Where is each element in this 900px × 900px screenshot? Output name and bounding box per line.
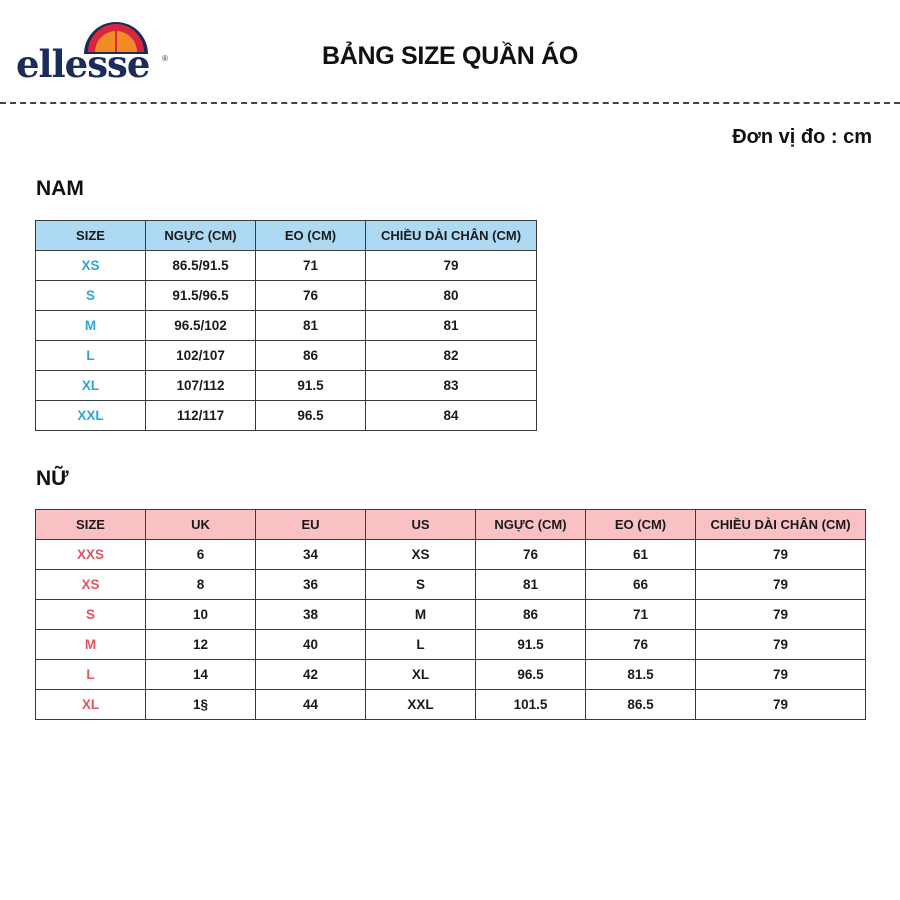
column-header: CHIỀU DÀI CHÂN (CM) <box>696 510 866 540</box>
page-title: BẢNG SIZE QUẦN ÁO <box>321 42 579 70</box>
table-row <box>36 371 537 401</box>
size-cell: M <box>36 630 146 660</box>
table-cell: L <box>366 630 476 660</box>
table-cell: 102/107 <box>146 341 256 371</box>
unit-label: Đơn vị đo : cm <box>732 126 872 148</box>
column-header: CHIỀU DÀI CHÂN (CM) <box>366 221 537 251</box>
table-cell: 71 <box>256 251 366 281</box>
table-cell: 76 <box>586 630 696 660</box>
table-cell: 79 <box>696 630 866 660</box>
table-cell: 112/117 <box>146 401 256 431</box>
table-cell: 79 <box>366 251 537 281</box>
table-row <box>36 570 866 600</box>
table-cell: XL <box>366 660 476 690</box>
table-header-row <box>36 221 537 251</box>
table-row <box>36 341 537 371</box>
table-cell: 12 <box>146 630 256 660</box>
table-row <box>36 251 537 281</box>
women-size-table <box>35 509 866 720</box>
table-cell: 79 <box>696 690 866 720</box>
table-cell: 82 <box>366 341 537 371</box>
table-cell: 91.5 <box>476 630 586 660</box>
table-cell: XXL <box>366 690 476 720</box>
table-cell: 79 <box>696 600 866 630</box>
table-cell: 79 <box>696 540 866 570</box>
table-cell: 6 <box>146 540 256 570</box>
table-row <box>36 600 866 630</box>
table-cell: 1§ <box>146 690 256 720</box>
table-cell: 76 <box>476 540 586 570</box>
size-cell: L <box>36 660 146 690</box>
table-cell: 86.5/91.5 <box>146 251 256 281</box>
table-cell: 96.5/102 <box>146 311 256 341</box>
women-section-title: NỮ <box>36 467 69 490</box>
table-cell: 44 <box>256 690 366 720</box>
size-cell: L <box>36 341 146 371</box>
column-header: NGỰC (CM) <box>146 221 256 251</box>
table-row <box>36 311 537 341</box>
column-header: EO (CM) <box>586 510 696 540</box>
size-cell: S <box>36 281 146 311</box>
size-cell: XS <box>36 570 146 600</box>
column-header: UK <box>146 510 256 540</box>
size-cell: XL <box>36 371 146 401</box>
table-cell: 86.5 <box>586 690 696 720</box>
men-size-table <box>35 220 537 431</box>
column-header: EU <box>256 510 366 540</box>
table-cell: 81 <box>366 311 537 341</box>
table-row <box>36 660 866 690</box>
column-header: US <box>366 510 476 540</box>
table-row <box>36 540 866 570</box>
table-cell: 107/112 <box>146 371 256 401</box>
table-row <box>36 690 866 720</box>
table-cell: 81.5 <box>586 660 696 690</box>
table-cell: 79 <box>696 660 866 690</box>
table-header-row <box>36 510 866 540</box>
table-row <box>36 630 866 660</box>
table-cell: 81 <box>256 311 366 341</box>
size-cell: M <box>36 311 146 341</box>
table-cell: 14 <box>146 660 256 690</box>
table-cell: 61 <box>586 540 696 570</box>
table-cell: 10 <box>146 600 256 630</box>
table-cell: 36 <box>256 570 366 600</box>
table-row <box>36 401 537 431</box>
table-cell: 40 <box>256 630 366 660</box>
dashed-divider <box>0 102 900 104</box>
table-cell: 38 <box>256 600 366 630</box>
table-cell: 80 <box>366 281 537 311</box>
table-cell: 96.5 <box>476 660 586 690</box>
column-header: SIZE <box>36 221 146 251</box>
logo-wordmark: ellesse <box>16 42 150 86</box>
table-cell: 84 <box>366 401 537 431</box>
table-cell: 91.5 <box>256 371 366 401</box>
table-cell: XS <box>366 540 476 570</box>
table-cell: 34 <box>256 540 366 570</box>
table-cell: 76 <box>256 281 366 311</box>
table-cell: 101.5 <box>476 690 586 720</box>
column-header: EO (CM) <box>256 221 366 251</box>
registered-mark: ® <box>162 54 168 63</box>
column-header: SIZE <box>36 510 146 540</box>
size-cell: S <box>36 600 146 630</box>
table-cell: 96.5 <box>256 401 366 431</box>
table-cell: 79 <box>696 570 866 600</box>
table-cell: M <box>366 600 476 630</box>
table-cell: 71 <box>586 600 696 630</box>
table-cell: 81 <box>476 570 586 600</box>
table-cell: S <box>366 570 476 600</box>
table-cell: 83 <box>366 371 537 401</box>
table-cell: 91.5/96.5 <box>146 281 256 311</box>
size-cell: XS <box>36 251 146 281</box>
table-cell: 42 <box>256 660 366 690</box>
size-cell: XXL <box>36 401 146 431</box>
column-header: NGỰC (CM) <box>476 510 586 540</box>
men-section-title: NAM <box>36 177 84 200</box>
table-cell: 66 <box>586 570 696 600</box>
table-cell: 86 <box>256 341 366 371</box>
size-cell: XL <box>36 690 146 720</box>
size-cell: XXS <box>36 540 146 570</box>
table-cell: 8 <box>146 570 256 600</box>
table-cell: 86 <box>476 600 586 630</box>
table-row <box>36 281 537 311</box>
